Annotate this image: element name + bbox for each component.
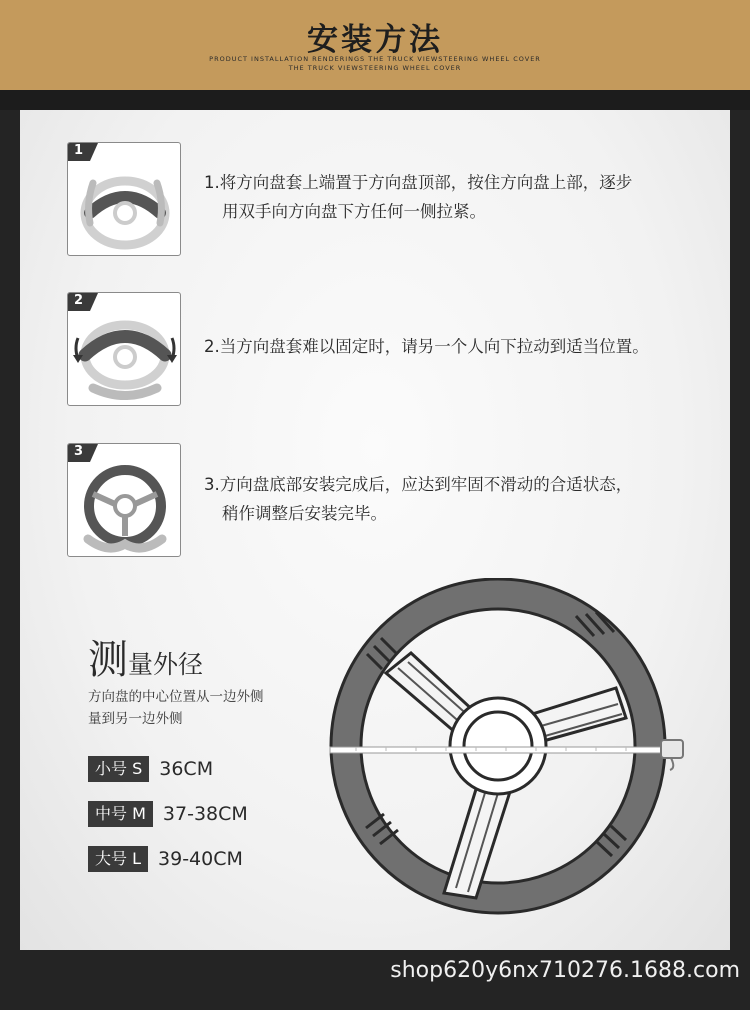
size-value: 37-38CM [162,803,248,825]
step-number-badge [68,293,100,311]
size-value: 39-40CM [158,848,243,870]
step-number: 2 [74,293,84,308]
measure-description [88,686,264,730]
measure-heading-rest: 量外径 [128,650,204,679]
step-number: 1 [74,143,84,158]
measure-heading [88,628,203,685]
step-text-line: 用双手向方向盘下方任何一侧拉紧。 [222,202,486,221]
header-banner [0,0,750,90]
step-text-line: 3.方向盘底部安装完成后，应达到牢固不滑动的合适状态， [204,475,633,494]
divider [0,90,750,110]
size-row-l [88,846,243,872]
step-3-text [204,470,632,528]
page-title: 安装方法 [307,22,443,58]
step-1-text [204,168,632,226]
header-subtitle-1: PRODUCT INSTALLATION RENDERINGS THE TRUCK VIEWSTEERING WHEEL COVER [209,55,541,63]
step-text-line: 1.将方向盘套上端置于方向盘顶部，按住方向盘上部，逐步 [204,173,633,192]
step-text-line: 稍作调整后安装完毕。 [222,504,387,523]
size-label: 大号 L [88,846,148,872]
size-label: 中号 M [88,801,153,827]
size-row-s [88,756,213,782]
size-value: 36CM [159,758,214,780]
step-3-image [67,443,181,557]
steering-wheel-illustration [326,578,696,922]
measure-desc-line: 量到另一边外侧 [88,711,183,727]
step-number: 3 [74,444,84,459]
measure-heading-big: 测 [88,637,128,683]
size-row-m [88,801,248,827]
step-number-badge [68,143,100,161]
step-2-image [67,292,181,406]
size-label: 小号 S [88,756,149,782]
step-number-badge [68,444,100,462]
measure-desc-line: 方向盘的中心位置从一边外侧 [88,689,264,705]
shop-url[interactable]: shop620y6nx710276.1688.com [390,958,740,983]
step-text-line: 2.当方向盘套难以固定时，请另一个人向下拉动到适当位置。 [204,337,649,356]
header-subtitle-2: THE TRUCK VIEWSTEERING WHEEL COVER [288,64,462,72]
step-1-image [67,142,181,256]
step-2-text [204,332,649,361]
